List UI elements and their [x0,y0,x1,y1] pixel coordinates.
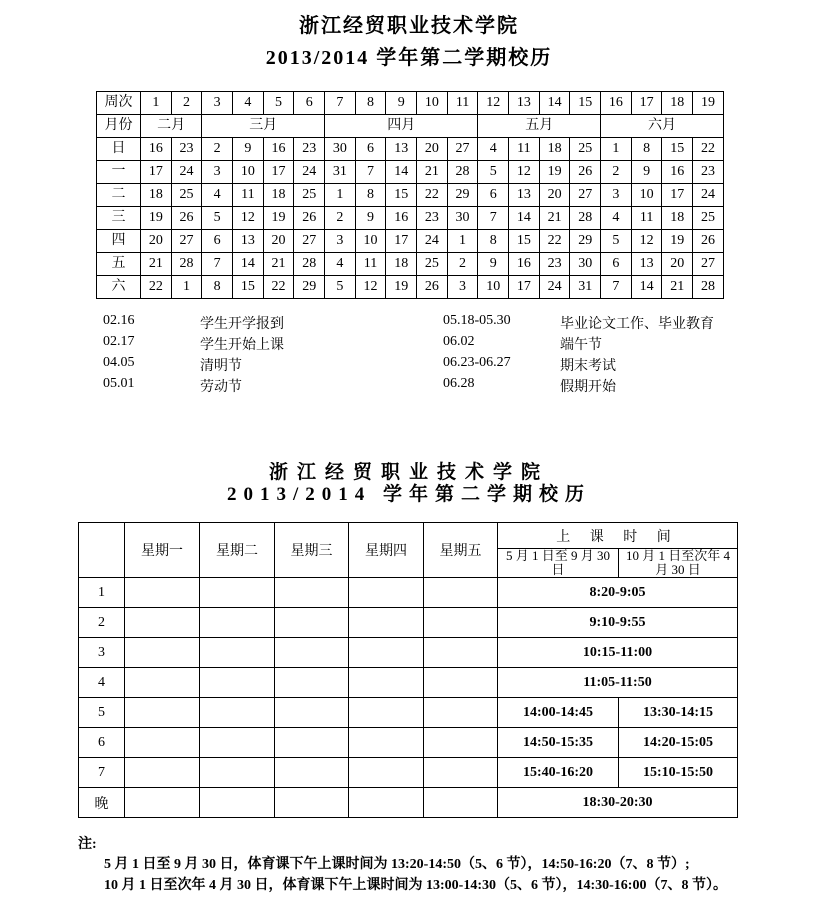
date-cell: 9 [631,161,662,184]
week-number-cell: 1 [141,92,172,115]
month-cell: 二月 [141,115,202,138]
month-cell: 五月 [478,115,601,138]
schedule-empty-cell [349,788,424,818]
schedule-empty-cell [349,698,424,728]
date-cell: 16 [386,207,417,230]
class-time-cell: 11:05-11:50 [498,668,738,698]
date-cell: 27 [693,253,724,276]
week-number-cell: 19 [693,92,724,115]
date-cell: 29 [294,276,325,299]
summer-time-cell: 15:40-16:20 [498,758,619,788]
date-cell: 3 [447,276,478,299]
date-cell: 5 [202,207,233,230]
schedule-empty-cell [200,668,275,698]
schedule-empty-cell [424,758,498,788]
period-label: 4 [79,668,125,698]
date-cell: 16 [141,138,172,161]
period-label: 3 [79,638,125,668]
week-number-cell: 8 [355,92,386,115]
period-label: 5 [79,698,125,728]
date-cell: 12 [355,276,386,299]
note-line: 5 月 1 日至 9 月 30 日，体育课下午上课时间为 13:20-14:50（5、6 节），14:50-16:20（7、8 节）; [104,857,690,872]
date-cell: 22 [141,276,172,299]
date-cell: 2 [447,253,478,276]
date-cell: 22 [539,230,570,253]
schedule-period-row [79,728,738,758]
date-cell: 30 [325,138,356,161]
date-cell: 10 [631,184,662,207]
calendar-body [97,92,724,299]
date-cell: 20 [263,230,294,253]
date-cell: 29 [447,184,478,207]
period-label: 6 [79,728,125,758]
day-of-week-label: 五 [97,253,141,276]
week-number-cell: 3 [202,92,233,115]
class-time-header: 上 课 时 间 [498,523,738,549]
date-cell: 30 [447,207,478,230]
schedule-empty-cell [200,698,275,728]
semester-calendar-title: 2013/2014 学年第二学期校历 [265,47,553,69]
date-cell: 18 [386,253,417,276]
key-event: 劳动节 [200,380,242,395]
schedule-empty-cell [275,728,349,758]
schedule-empty-cell [349,638,424,668]
date-cell: 11 [233,184,264,207]
date-cell: 27 [570,184,601,207]
calendar-day-row [97,138,724,161]
period-label: 1 [79,578,125,608]
date-cell: 15 [386,184,417,207]
schedule-period-row [79,788,738,818]
key-date: 06.02 [443,334,475,349]
header-title-block [0,14,818,70]
date-cell: 29 [570,230,601,253]
winter-time-cell: 14:20-15:05 [619,728,738,758]
key-date: 04.05 [103,355,135,370]
schedule-period-row [79,638,738,668]
winter-time-cell: 13:30-14:15 [619,698,738,728]
date-cell: 13 [233,230,264,253]
date-cell: 12 [233,207,264,230]
schedule-empty-cell [349,668,424,698]
academic-calendar-table [96,91,724,299]
summer-time-cell: 14:50-15:35 [498,728,619,758]
school-name-title: 浙江经贸职业技术学院 [299,15,519,37]
schedule-empty-cell [349,608,424,638]
date-cell: 25 [294,184,325,207]
weekday-header: 星期三 [275,523,349,578]
key-date: 05.18-05.30 [443,313,511,328]
schedule-empty-cell [125,698,200,728]
date-cell: 11 [631,207,662,230]
date-cell: 1 [601,138,632,161]
date-cell: 18 [141,184,172,207]
date-cell: 2 [325,207,356,230]
schedule-semester-title: 2013/2014 学年第二学期校历 [226,484,592,505]
schedule-empty-cell [275,788,349,818]
date-cell: 25 [570,138,601,161]
calendar-day-row [97,184,724,207]
date-cell: 26 [693,230,724,253]
date-cell: 6 [478,184,509,207]
date-cell: 6 [202,230,233,253]
schedule-empty-cell [125,788,200,818]
key-date: 06.28 [443,376,475,391]
date-cell: 16 [509,253,540,276]
schedule-empty-cell [125,608,200,638]
date-cell: 28 [447,161,478,184]
date-cell: 1 [325,184,356,207]
note-line: 10 月 1 日至次年 4 月 30 日，体育课下午上课时间为 13:00-14:30（5、6 节），14:30-16:00（7、8 节）。 [104,878,727,893]
month-cell: 三月 [202,115,325,138]
key-event: 端午节 [560,338,602,353]
calendar-day-row [97,253,724,276]
schedule-empty-cell [275,758,349,788]
schedule-body [79,523,738,818]
date-cell: 27 [171,230,202,253]
date-cell: 17 [509,276,540,299]
date-cell: 4 [478,138,509,161]
date-cell: 21 [417,161,448,184]
week-number-cell: 5 [263,92,294,115]
date-cell: 27 [294,230,325,253]
week-header-label: 周次 [97,92,141,115]
date-cell: 23 [294,138,325,161]
winter-time-range-header: 10 月 1 日至次年 4 月 30 日 [619,549,738,578]
date-cell: 13 [386,138,417,161]
date-cell: 15 [509,230,540,253]
date-cell: 1 [447,230,478,253]
schedule-empty-cell [424,668,498,698]
schedule-empty-cell [125,638,200,668]
schedule-empty-cell [200,788,275,818]
schedule-empty-cell [275,578,349,608]
date-cell: 17 [386,230,417,253]
class-time-cell: 18:30-20:30 [498,788,738,818]
month-cell: 六月 [601,115,724,138]
key-date-line [103,313,783,334]
date-cell: 8 [631,138,662,161]
calendar-month-row [97,115,724,138]
schedule-empty-cell [424,638,498,668]
date-cell: 17 [141,161,172,184]
week-number-cell: 18 [662,92,693,115]
date-cell: 7 [478,207,509,230]
date-cell: 26 [570,161,601,184]
date-cell: 25 [171,184,202,207]
schedule-empty-cell [125,758,200,788]
date-cell: 8 [355,184,386,207]
week-number-cell: 11 [447,92,478,115]
date-cell: 20 [417,138,448,161]
date-cell: 19 [141,207,172,230]
date-cell: 24 [417,230,448,253]
class-time-cell: 10:15-11:00 [498,638,738,668]
key-event: 学生开学报到 [200,317,284,332]
date-cell: 20 [141,230,172,253]
key-event: 期末考试 [560,359,616,374]
schedule-empty-cell [125,668,200,698]
date-cell: 23 [539,253,570,276]
date-cell: 8 [478,230,509,253]
week-number-cell: 2 [171,92,202,115]
date-cell: 28 [570,207,601,230]
key-event: 学生开始上课 [200,338,284,353]
week-number-cell: 7 [325,92,356,115]
week-number-cell: 16 [601,92,632,115]
date-cell: 23 [171,138,202,161]
schedule-header-row [79,523,738,549]
key-event: 清明节 [200,359,242,374]
schedule-empty-cell [200,578,275,608]
date-cell: 7 [601,276,632,299]
date-cell: 7 [355,161,386,184]
date-cell: 20 [539,184,570,207]
calendar-day-row [97,207,724,230]
week-number-cell: 14 [539,92,570,115]
date-cell: 30 [570,253,601,276]
date-cell: 4 [202,184,233,207]
date-cell: 11 [509,138,540,161]
month-header-label: 月份 [97,115,141,138]
date-cell: 9 [478,253,509,276]
schedule-empty-cell [424,578,498,608]
date-cell: 11 [355,253,386,276]
day-of-week-label: 三 [97,207,141,230]
summer-time-cell: 14:00-14:45 [498,698,619,728]
date-cell: 22 [263,276,294,299]
date-cell: 10 [233,161,264,184]
date-cell: 25 [693,207,724,230]
notes-block [78,836,778,896]
date-cell: 23 [417,207,448,230]
notes-label: 注: [78,837,97,852]
date-cell: 15 [662,138,693,161]
key-date: 02.16 [103,313,135,328]
schedule-period-row [79,668,738,698]
date-cell: 18 [263,184,294,207]
schedule-period-row [79,608,738,638]
date-cell: 19 [539,161,570,184]
date-cell: 16 [263,138,294,161]
schedule-empty-cell [200,728,275,758]
schedule-empty-cell [349,578,424,608]
date-cell: 12 [631,230,662,253]
schedule-empty-cell [275,668,349,698]
summer-time-range-header: 5 月 1 日至 9 月 30 日 [498,549,619,578]
date-cell: 5 [325,276,356,299]
week-number-cell: 17 [631,92,662,115]
calendar-day-row [97,161,724,184]
day-of-week-label: 四 [97,230,141,253]
schedule-empty-cell [200,608,275,638]
schedule-empty-cell [200,758,275,788]
date-cell: 9 [233,138,264,161]
key-date: 06.23-06.27 [443,355,511,370]
date-cell: 14 [233,253,264,276]
notes-lines [78,854,778,896]
date-cell: 31 [325,161,356,184]
schedule-empty-cell [125,578,200,608]
date-cell: 19 [386,276,417,299]
date-cell: 21 [662,276,693,299]
weekday-header: 星期二 [200,523,275,578]
week-number-cell: 10 [417,92,448,115]
date-cell: 6 [601,253,632,276]
key-date: 05.01 [103,376,135,391]
schedule-empty-cell [424,728,498,758]
date-cell: 19 [263,207,294,230]
date-cell: 2 [202,138,233,161]
period-corner-cell [79,523,125,578]
class-time-schedule-table [78,522,738,818]
week-number-cell: 13 [509,92,540,115]
date-cell: 14 [509,207,540,230]
schedule-empty-cell [349,758,424,788]
period-label: 2 [79,608,125,638]
winter-time-cell: 15:10-15:50 [619,758,738,788]
date-cell: 21 [539,207,570,230]
schedule-period-row [79,578,738,608]
date-cell: 3 [325,230,356,253]
date-cell: 23 [693,161,724,184]
week-number-cell: 4 [233,92,264,115]
date-cell: 18 [662,207,693,230]
calendar-day-row [97,230,724,253]
key-date-line [103,355,783,376]
weekday-header: 星期四 [349,523,424,578]
date-cell: 6 [355,138,386,161]
key-date-line [103,376,783,397]
weekday-header: 星期五 [424,523,498,578]
key-event: 假期开始 [560,380,616,395]
date-cell: 13 [631,253,662,276]
date-cell: 25 [417,253,448,276]
schedule-period-row [79,698,738,728]
date-cell: 24 [171,161,202,184]
schedule-empty-cell [424,788,498,818]
date-cell: 3 [601,184,632,207]
date-cell: 17 [263,161,294,184]
week-number-cell: 12 [478,92,509,115]
schedule-title-block [0,462,818,506]
schedule-empty-cell [125,728,200,758]
date-cell: 15 [233,276,264,299]
week-number-cell: 6 [294,92,325,115]
date-cell: 28 [693,276,724,299]
date-cell: 17 [662,184,693,207]
date-cell: 16 [662,161,693,184]
date-cell: 19 [662,230,693,253]
date-cell: 14 [631,276,662,299]
day-of-week-label: 二 [97,184,141,207]
period-label: 7 [79,758,125,788]
date-cell: 31 [570,276,601,299]
date-cell: 4 [325,253,356,276]
date-cell: 12 [509,161,540,184]
date-cell: 28 [171,253,202,276]
class-time-cell: 8:20-9:05 [498,578,738,608]
date-cell: 27 [447,138,478,161]
schedule-empty-cell [424,698,498,728]
day-of-week-label: 一 [97,161,141,184]
date-cell: 24 [539,276,570,299]
date-cell: 3 [202,161,233,184]
weekday-header: 星期一 [125,523,200,578]
schedule-period-row [79,758,738,788]
date-cell: 13 [509,184,540,207]
week-number-cell: 15 [570,92,601,115]
date-cell: 18 [539,138,570,161]
key-dates-list [103,313,783,397]
schedule-empty-cell [424,608,498,638]
key-event: 毕业论文工作、毕业教育 [560,317,714,332]
date-cell: 20 [662,253,693,276]
calendar-week-row [97,92,724,115]
schedule-empty-cell [275,698,349,728]
week-number-cell: 9 [386,92,417,115]
calendar-day-row [97,276,724,299]
date-cell: 14 [386,161,417,184]
date-cell: 26 [171,207,202,230]
month-cell: 四月 [325,115,478,138]
date-cell: 2 [601,161,632,184]
schedule-empty-cell [275,608,349,638]
date-cell: 26 [294,207,325,230]
class-time-cell: 9:10-9:55 [498,608,738,638]
period-label: 晚 [79,788,125,818]
schedule-school-name-title: 浙江经贸职业技术学院 [268,462,549,483]
key-date: 02.17 [103,334,135,349]
day-of-week-label: 六 [97,276,141,299]
date-cell: 8 [202,276,233,299]
date-cell: 4 [601,207,632,230]
date-cell: 21 [263,253,294,276]
date-cell: 5 [601,230,632,253]
key-date-line [103,334,783,355]
day-of-week-label: 日 [97,138,141,161]
date-cell: 22 [693,138,724,161]
date-cell: 5 [478,161,509,184]
date-cell: 9 [355,207,386,230]
date-cell: 7 [202,253,233,276]
date-cell: 10 [478,276,509,299]
date-cell: 22 [417,184,448,207]
schedule-empty-cell [349,728,424,758]
date-cell: 24 [693,184,724,207]
schedule-empty-cell [275,638,349,668]
date-cell: 1 [171,276,202,299]
date-cell: 24 [294,161,325,184]
date-cell: 28 [294,253,325,276]
date-cell: 21 [141,253,172,276]
schedule-empty-cell [200,638,275,668]
date-cell: 10 [355,230,386,253]
date-cell: 26 [417,276,448,299]
